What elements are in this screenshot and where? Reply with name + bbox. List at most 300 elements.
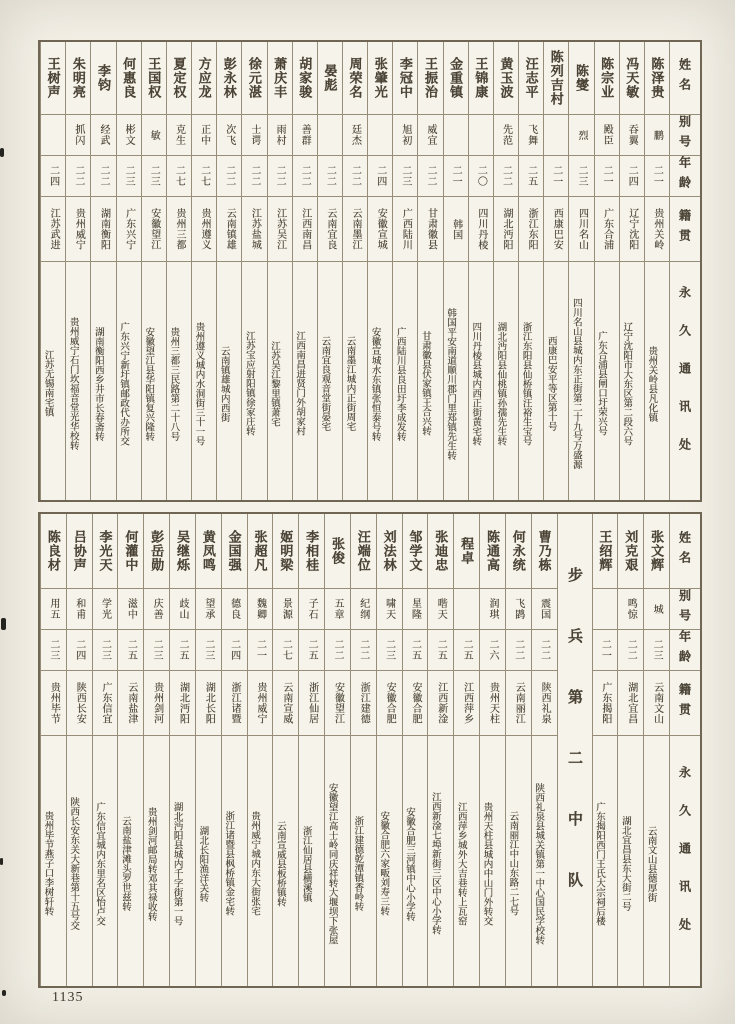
person-origin-cell bbox=[192, 196, 216, 261]
person-origin-cell bbox=[142, 196, 166, 261]
person-origin: 安徽宣城 bbox=[375, 208, 387, 250]
person-age: 二三 bbox=[399, 165, 411, 187]
person-age: 二四 bbox=[374, 165, 386, 187]
person-origin: 江西南昌 bbox=[299, 208, 311, 250]
person-origin: 贵州三都 bbox=[173, 208, 185, 250]
header-address-label: 永久通讯处 bbox=[677, 766, 692, 956]
person-age: 二二 bbox=[97, 165, 109, 187]
person-origin-cell bbox=[41, 670, 66, 735]
person-alias-cell bbox=[480, 588, 505, 629]
person-address-cell bbox=[170, 735, 195, 986]
person-name-cell bbox=[41, 42, 65, 114]
person-alias: 润琪 bbox=[486, 598, 498, 620]
person-alias: 滋中 bbox=[125, 598, 137, 620]
person-name: 邹学文 bbox=[407, 530, 423, 572]
header-alias-cell bbox=[670, 588, 700, 629]
person-alias-cell bbox=[351, 588, 376, 629]
person-column bbox=[241, 42, 266, 500]
person-column bbox=[247, 514, 273, 986]
person-age: 二三 bbox=[383, 639, 395, 661]
person-alias: 雨村 bbox=[274, 124, 286, 146]
person-age-cell bbox=[167, 155, 191, 196]
person-name: 王国权 bbox=[146, 57, 162, 99]
person-column bbox=[443, 42, 468, 500]
person-column bbox=[392, 42, 417, 500]
header-origin-cell bbox=[670, 670, 700, 735]
person-age-cell bbox=[480, 629, 505, 670]
person-column bbox=[568, 42, 593, 500]
page-number: 1135 bbox=[52, 990, 84, 1005]
person-origin-cell bbox=[418, 196, 442, 261]
person-column bbox=[116, 42, 141, 500]
scan-artifact bbox=[2, 990, 6, 996]
person-age: 二五 bbox=[435, 639, 447, 661]
person-origin-cell bbox=[144, 670, 169, 735]
person-age-cell bbox=[196, 629, 221, 670]
person-column bbox=[505, 514, 531, 986]
person-age: 二二 bbox=[512, 639, 524, 661]
person-name-cell bbox=[91, 42, 115, 114]
person-origin-cell bbox=[217, 196, 241, 261]
person-age-cell bbox=[170, 629, 195, 670]
person-address: 安徽合肥六家畈刘寿三转 bbox=[378, 811, 389, 916]
person-address-cell bbox=[192, 261, 216, 500]
person-alias: 德良 bbox=[228, 598, 240, 620]
person-address: 湖北沔阳县仙桃镇孙孺先生转 bbox=[495, 321, 506, 446]
person-address: 湖北长阳渔洋关转 bbox=[197, 825, 208, 902]
person-alias-cell bbox=[248, 588, 273, 629]
person-name: 王树声 bbox=[45, 57, 61, 99]
person-origin: 四川名山 bbox=[576, 208, 588, 250]
person-alias-cell bbox=[273, 588, 298, 629]
person-age: 二一 bbox=[254, 639, 266, 661]
person-origin: 浙江仙居 bbox=[306, 682, 318, 724]
person-alias-cell bbox=[644, 588, 669, 629]
person-name: 胡家骏 bbox=[297, 57, 313, 99]
person-name-cell bbox=[41, 514, 66, 588]
person-alias-cell bbox=[494, 114, 518, 155]
person-age: 二二 bbox=[500, 165, 512, 187]
person-origin-cell bbox=[595, 196, 619, 261]
person-name: 汪志平 bbox=[523, 57, 539, 99]
person-alias: 经武 bbox=[97, 124, 109, 146]
person-origin-cell bbox=[454, 670, 479, 735]
person-age-cell bbox=[41, 155, 65, 196]
person-age-cell bbox=[192, 155, 216, 196]
person-address: 西康巴安平等区第十号 bbox=[545, 336, 556, 431]
row-headers-column bbox=[669, 514, 700, 986]
person-origin: 韩国 bbox=[450, 218, 462, 240]
person-name-cell bbox=[93, 514, 118, 588]
person-name-cell bbox=[318, 42, 342, 114]
person-alias: 鹏 bbox=[651, 129, 663, 141]
person-name-cell bbox=[118, 514, 143, 588]
person-name-cell bbox=[377, 514, 402, 588]
person-address-cell bbox=[368, 261, 392, 500]
person-origin-cell bbox=[91, 196, 115, 261]
person-address: 安徽望江高士岭同庆祥转大堰坝下张屋 bbox=[326, 782, 337, 945]
person-name: 曹乃栋 bbox=[536, 530, 552, 572]
person-origin: 贵州天柱 bbox=[487, 682, 499, 724]
person-address: 贵州三都三民路第二十八号 bbox=[168, 326, 179, 441]
person-name: 彭永林 bbox=[221, 57, 237, 99]
person-origin: 江西新淦 bbox=[435, 682, 447, 724]
person-column bbox=[342, 42, 367, 500]
person-alias-cell bbox=[242, 114, 266, 155]
person-name: 陈宗业 bbox=[599, 57, 615, 99]
person-address-cell bbox=[544, 261, 568, 500]
person-age-cell bbox=[428, 629, 453, 670]
person-name-cell bbox=[242, 42, 266, 114]
person-alias: 纪纲 bbox=[357, 598, 369, 620]
person-alias-cell bbox=[368, 114, 392, 155]
person-origin-cell bbox=[569, 196, 593, 261]
person-age: 二四 bbox=[73, 639, 85, 661]
person-address-cell bbox=[117, 261, 141, 500]
person-address: 云南文山县德厚街 bbox=[645, 825, 656, 902]
person-address-cell bbox=[403, 735, 428, 986]
person-origin-cell bbox=[544, 196, 568, 261]
person-age: 二二 bbox=[357, 639, 369, 661]
person-origin-cell bbox=[167, 196, 191, 261]
person-name-cell bbox=[343, 42, 367, 114]
person-origin: 江苏武进 bbox=[48, 208, 60, 250]
person-origin: 四川丹棱 bbox=[475, 208, 487, 250]
person-address: 辽宁沈阳市大东区第二段六号 bbox=[621, 321, 632, 446]
person-age: 二三 bbox=[123, 165, 135, 187]
person-alias-cell bbox=[268, 114, 292, 155]
person-age-cell bbox=[393, 155, 417, 196]
person-column bbox=[479, 514, 505, 986]
person-alias-cell bbox=[544, 114, 568, 155]
person-address: 贵州威宁石门坎福音堂光华校转 bbox=[67, 317, 78, 450]
person-name: 何惠良 bbox=[121, 57, 137, 99]
person-age-cell bbox=[273, 629, 298, 670]
person-name-cell bbox=[273, 514, 298, 588]
person-address: 云南盐津滩头罗世兹转 bbox=[119, 816, 130, 911]
person-alias-cell bbox=[217, 114, 241, 155]
person-age: 二五 bbox=[409, 639, 421, 661]
person-origin: 云南墨江 bbox=[350, 208, 362, 250]
person-address: 安徽望江县华阳镇复兴隆转 bbox=[143, 326, 154, 441]
header-alias-cell bbox=[670, 114, 700, 155]
person-column bbox=[143, 514, 169, 986]
person-origin: 湖北沔阳 bbox=[500, 208, 512, 250]
person-address-cell bbox=[618, 735, 643, 986]
person-age: 二三 bbox=[202, 639, 214, 661]
person-age-cell bbox=[222, 629, 247, 670]
person-age: 二二 bbox=[425, 165, 437, 187]
person-alias: 五章 bbox=[331, 598, 343, 620]
person-origin-cell bbox=[118, 670, 143, 735]
person-column bbox=[367, 42, 392, 500]
person-name-cell bbox=[544, 42, 568, 114]
header-age-cell bbox=[670, 155, 700, 196]
person-address: 广西陆川县良田圩李成发转 bbox=[394, 326, 405, 441]
person-address-cell bbox=[93, 735, 118, 986]
person-address-cell bbox=[593, 735, 618, 986]
person-name-cell bbox=[595, 42, 619, 114]
person-origin-cell bbox=[318, 196, 342, 261]
person-origin: 安徽望江 bbox=[332, 682, 344, 724]
person-age: 二一 bbox=[450, 165, 462, 187]
person-origin-cell bbox=[299, 670, 324, 735]
person-age: 二二 bbox=[625, 639, 637, 661]
person-alias-cell bbox=[170, 588, 195, 629]
person-name-cell bbox=[170, 514, 195, 588]
person-name: 朱明亮 bbox=[70, 57, 86, 99]
person-address-cell bbox=[91, 261, 115, 500]
scan-artifact bbox=[0, 858, 3, 865]
person-age: 二七 bbox=[198, 165, 210, 187]
person-alias: 庆善 bbox=[151, 598, 163, 620]
person-age-cell bbox=[93, 629, 118, 670]
person-name: 陈燮 bbox=[573, 64, 589, 92]
person-address: 贵州关岭县凡化镇 bbox=[646, 345, 657, 422]
person-age-cell bbox=[41, 629, 66, 670]
person-origin-cell bbox=[268, 196, 292, 261]
person-age: 二三 bbox=[575, 165, 587, 187]
person-alias-cell bbox=[595, 114, 619, 155]
person-alias-cell bbox=[41, 114, 65, 155]
person-alias: 城 bbox=[651, 603, 663, 615]
person-address-cell bbox=[351, 735, 376, 986]
person-age-cell bbox=[519, 155, 543, 196]
person-name-cell bbox=[469, 42, 493, 114]
person-alias-cell bbox=[519, 114, 543, 155]
person-address: 四川名山县城内东正街第二十九号万盛源 bbox=[570, 298, 581, 469]
person-origin-cell bbox=[93, 670, 118, 735]
person-alias: 学光 bbox=[99, 598, 111, 620]
person-column bbox=[324, 514, 350, 986]
person-alias: 廷杰 bbox=[349, 124, 361, 146]
person-name: 李冠中 bbox=[397, 57, 413, 99]
person-column bbox=[592, 514, 618, 986]
person-address-cell bbox=[454, 735, 479, 986]
person-origin: 贵州威宁 bbox=[254, 682, 266, 724]
person-column bbox=[267, 42, 292, 500]
person-name: 刘克艰 bbox=[623, 530, 639, 572]
person-alias-cell bbox=[569, 114, 593, 155]
person-age: 二七 bbox=[280, 639, 292, 661]
person-age: 二〇 bbox=[475, 165, 487, 187]
person-age: 二一 bbox=[599, 639, 611, 661]
person-origin: 陕西长安 bbox=[74, 682, 86, 724]
person-age-cell bbox=[403, 629, 428, 670]
person-address: 陕西长安东关大新巷第十五号交 bbox=[68, 797, 79, 930]
person-age: 二五 bbox=[525, 165, 537, 187]
person-alias: 先范 bbox=[500, 124, 512, 146]
person-column bbox=[376, 514, 402, 986]
person-origin: 江西萍乡 bbox=[461, 682, 473, 724]
person-address: 广东兴宁新圩镇邮政代办所交 bbox=[118, 321, 129, 446]
person-origin-cell bbox=[368, 196, 392, 261]
header-name-label: 姓名 bbox=[677, 58, 692, 98]
person-name: 李光天 bbox=[97, 530, 113, 572]
person-alias: 烈 bbox=[575, 129, 587, 141]
person-alias: 克生 bbox=[173, 124, 185, 146]
person-alias-cell bbox=[167, 114, 191, 155]
person-origin-cell bbox=[494, 196, 518, 261]
person-address-cell bbox=[167, 261, 191, 500]
person-origin-cell bbox=[393, 196, 417, 261]
person-name-cell bbox=[325, 514, 350, 588]
person-origin: 贵州关岭 bbox=[651, 208, 663, 250]
person-name-cell bbox=[444, 42, 468, 114]
person-age-cell bbox=[268, 155, 292, 196]
person-origin: 江苏吴江 bbox=[274, 208, 286, 250]
person-origin-cell bbox=[351, 670, 376, 735]
person-address: 广东合浦县闸口圩荣兴号 bbox=[596, 331, 607, 436]
person-alias: 殿臣 bbox=[601, 124, 613, 146]
header-name-label: 姓名 bbox=[677, 531, 692, 571]
person-age-cell bbox=[293, 155, 317, 196]
person-origin-cell bbox=[242, 196, 266, 261]
person-name: 王绍辉 bbox=[597, 530, 613, 572]
person-address-cell bbox=[532, 735, 557, 986]
person-alias-cell bbox=[192, 114, 216, 155]
person-origin-cell bbox=[41, 196, 65, 261]
person-age-cell bbox=[569, 155, 593, 196]
person-name-cell bbox=[519, 42, 543, 114]
person-age: 二二 bbox=[72, 165, 84, 187]
person-alias: 景源 bbox=[280, 598, 292, 620]
person-address-cell bbox=[41, 261, 65, 500]
person-column bbox=[427, 514, 453, 986]
person-name: 黄玉波 bbox=[498, 57, 514, 99]
person-alias-cell bbox=[444, 114, 468, 155]
person-name: 萧庆丰 bbox=[272, 57, 288, 99]
person-address: 四川丹棱县城内西正街黄宅转 bbox=[470, 321, 481, 446]
person-address: 云南宜良观音堂街晏宅 bbox=[319, 336, 330, 431]
person-age-cell bbox=[318, 155, 342, 196]
person-origin: 云南文山 bbox=[651, 682, 663, 724]
person-origin: 安徽合肥 bbox=[409, 682, 421, 724]
person-name-cell bbox=[569, 42, 593, 114]
scan-artifact bbox=[0, 148, 4, 157]
person-address: 贵州毕节燕子口李树轩转 bbox=[42, 811, 53, 916]
person-age: 二二 bbox=[349, 165, 361, 187]
person-alias-cell bbox=[506, 588, 531, 629]
person-age: 二二 bbox=[274, 165, 286, 187]
person-name: 张俊 bbox=[329, 537, 345, 565]
person-origin: 湖南衡阳 bbox=[98, 208, 110, 250]
person-alias-cell bbox=[293, 114, 317, 155]
person-age: 二二 bbox=[538, 639, 550, 661]
person-address: 贵州遵义城内水洞街三十一号 bbox=[193, 321, 204, 446]
person-origin-cell bbox=[222, 670, 247, 735]
person-name-cell bbox=[167, 42, 191, 114]
person-column bbox=[65, 42, 90, 500]
person-address: 韩国平安南道顺川郡门里郑镇先生转 bbox=[445, 307, 456, 460]
person-column bbox=[493, 42, 518, 500]
person-column bbox=[350, 514, 376, 986]
person-name: 李相桂 bbox=[304, 530, 320, 572]
person-name-cell bbox=[532, 514, 557, 588]
person-column bbox=[141, 42, 166, 500]
person-alias-cell bbox=[67, 588, 92, 629]
person-address: 湖北沔阳县城内千字街第一号 bbox=[171, 801, 182, 926]
person-alias: 次飞 bbox=[223, 124, 235, 146]
person-address-cell bbox=[325, 735, 350, 986]
person-origin-cell bbox=[428, 670, 453, 735]
person-origin: 广东兴宁 bbox=[123, 208, 135, 250]
person-alias: 啸天 bbox=[383, 598, 395, 620]
person-alias: 魏卿 bbox=[254, 598, 266, 620]
person-name-cell bbox=[593, 514, 618, 588]
person-alias-cell bbox=[454, 588, 479, 629]
person-column bbox=[272, 514, 298, 986]
person-origin: 陕西礼泉 bbox=[539, 682, 551, 724]
person-origin-cell bbox=[469, 196, 493, 261]
person-name: 李钧 bbox=[95, 64, 111, 92]
person-age-cell bbox=[248, 629, 273, 670]
person-age: 二七 bbox=[173, 165, 185, 187]
person-origin: 浙江诸暨 bbox=[229, 682, 241, 724]
person-origin-cell bbox=[403, 670, 428, 735]
person-age-cell bbox=[242, 155, 266, 196]
person-age: 二五 bbox=[461, 639, 473, 661]
person-address-cell bbox=[569, 261, 593, 500]
person-address-cell bbox=[519, 261, 543, 500]
person-name: 何灌中 bbox=[123, 530, 139, 572]
person-column bbox=[298, 514, 324, 986]
person-age-cell bbox=[506, 629, 531, 670]
person-address: 江西萍乡城外大吉巷转上瓦窑 bbox=[455, 801, 466, 926]
person-alias-cell bbox=[142, 114, 166, 155]
person-address-cell bbox=[494, 261, 518, 500]
person-name: 陈良材 bbox=[45, 530, 61, 572]
person-origin: 湖北长阳 bbox=[203, 682, 215, 724]
person-name-cell bbox=[117, 42, 141, 114]
person-address: 陕西礼泉县城关镇第一中心国民学校转 bbox=[533, 782, 544, 945]
person-age: 二五 bbox=[177, 639, 188, 661]
person-alias-cell bbox=[66, 114, 90, 155]
person-origin: 西康巴安 bbox=[551, 208, 563, 250]
person-address-cell bbox=[222, 735, 247, 986]
person-address-cell bbox=[393, 261, 417, 500]
person-alias: 威宜 bbox=[425, 124, 437, 146]
person-origin: 云南丽江 bbox=[513, 682, 525, 724]
person-origin: 贵州毕节 bbox=[48, 682, 60, 724]
person-age-cell bbox=[618, 629, 643, 670]
person-column bbox=[169, 514, 195, 986]
person-alias-cell bbox=[41, 588, 66, 629]
person-name-cell bbox=[618, 514, 643, 588]
person-age-cell bbox=[644, 629, 669, 670]
person-address-cell bbox=[293, 261, 317, 500]
header-alias-label: 别号 bbox=[677, 589, 692, 629]
person-alias-cell bbox=[343, 114, 367, 155]
person-age: 二三 bbox=[148, 165, 160, 187]
person-name-cell bbox=[644, 514, 669, 588]
person-origin: 浙江东阳 bbox=[526, 208, 538, 250]
person-name: 张肇光 bbox=[372, 57, 388, 99]
person-age-cell bbox=[444, 155, 468, 196]
person-column bbox=[531, 514, 557, 986]
person-origin-cell bbox=[117, 196, 141, 261]
person-name: 夏定权 bbox=[171, 57, 187, 99]
person-age-cell bbox=[595, 155, 619, 196]
person-age-cell bbox=[299, 629, 324, 670]
person-age: 二一 bbox=[550, 165, 562, 187]
person-address: 江苏无锡南宅镇 bbox=[42, 350, 53, 417]
person-address-cell bbox=[645, 261, 669, 500]
person-address: 湖南衡阳西乡井市长春斋转 bbox=[92, 326, 103, 441]
person-origin: 云南盐津 bbox=[125, 682, 137, 724]
person-origin-cell bbox=[248, 670, 273, 735]
person-alias: 抓闪 bbox=[72, 124, 84, 146]
